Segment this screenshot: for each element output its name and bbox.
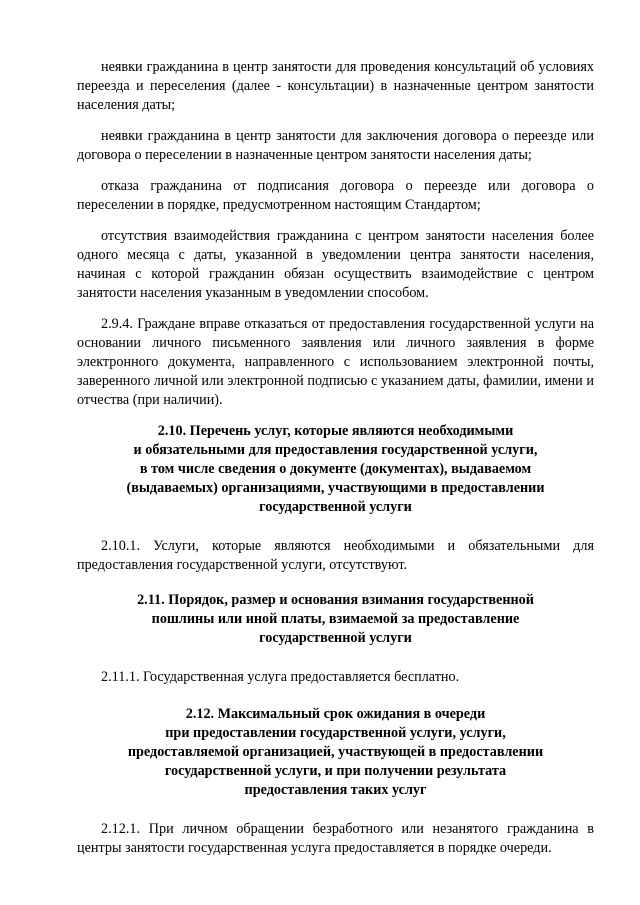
paragraph-no-interaction: отсутствия взаимодействия гражданина с центром занятости населения более одного месяца с даты, указанной в уведомлении центра занятости населения, начиная с которой гражданин обязан осуществить взаимодействие с центром занятости населения указанным в уведомлении способом.	[77, 228, 594, 301]
paragraph-2-9-4: 2.9.4. Граждане вправе отказаться от предоставления государственной услуги на основании личного письменного заявления или личного заявления в форме электронного документа, направленного с использованием электронной почты, заверенного личной или электронной подписью с указанием даты, фамилии, имени и отчества (при наличии).	[77, 316, 594, 408]
paragraph-2-10-1: 2.10.1. Услуги, которые являются необходимыми и обязательными для предоставления государственной услуги, отсутствуют.	[77, 538, 594, 573]
paragraph-2-11-1: 2.11.1. Государственная услуга предоставляется бесплатно.	[101, 669, 460, 685]
heading-line: при предоставлении государственной услуги, услуги,	[165, 725, 506, 741]
heading-line: государственной услуги, и при получении результата	[164, 763, 507, 779]
section-heading-2-11	[77, 591, 594, 648]
heading-line: в том числе сведения о документе (документах), выдаваемом	[139, 461, 532, 477]
document-page	[77, 58, 594, 870]
paragraph-2-12-1: 2.12.1. При личном обращении безработного или незанятого гражданина в центры занятости государственная услуга предоставляется в порядке очереди.	[77, 821, 594, 856]
heading-line: 2.12. Максимальный срок ожидания в очереди	[185, 706, 486, 722]
paragraph-no-show-contract: неявки гражданина в центр занятости для заключения договора о переезде или договора о переселении в назначенные центром занятости населения даты;	[77, 128, 594, 163]
section-heading-2-12	[77, 705, 594, 800]
heading-line: пошлины или иной платы, взимаемой за предоставление	[151, 611, 520, 627]
heading-line: предоставления таких услуг	[244, 782, 427, 798]
section-heading-2-10	[77, 422, 594, 517]
heading-line: и обязательными для предоставления государственной услуги,	[133, 442, 538, 458]
heading-line: государственной услуги	[259, 630, 412, 646]
heading-line: (выдаваемых) организациями, участвующими в предоставлении	[126, 480, 545, 496]
paragraph-refusal-to-sign: отказа гражданина от подписания договора о переезде или договора о переселении в порядке, предусмотренном настоящим Стандартом;	[77, 178, 594, 213]
heading-line: государственной услуги	[259, 499, 412, 515]
heading-line: предоставляемой организацией, участвующей в предоставлении	[127, 744, 544, 760]
heading-line: 2.11. Порядок, размер и основания взимания государственной	[137, 592, 534, 608]
heading-line: 2.10. Перечень услуг, которые являются необходимыми	[157, 423, 514, 439]
paragraph-no-show-consultations: неявки гражданина в центр занятости для проведения консультаций об условиях переезда и переселения (далее - консультации) в назначенные центром занятости населения даты;	[77, 59, 594, 113]
